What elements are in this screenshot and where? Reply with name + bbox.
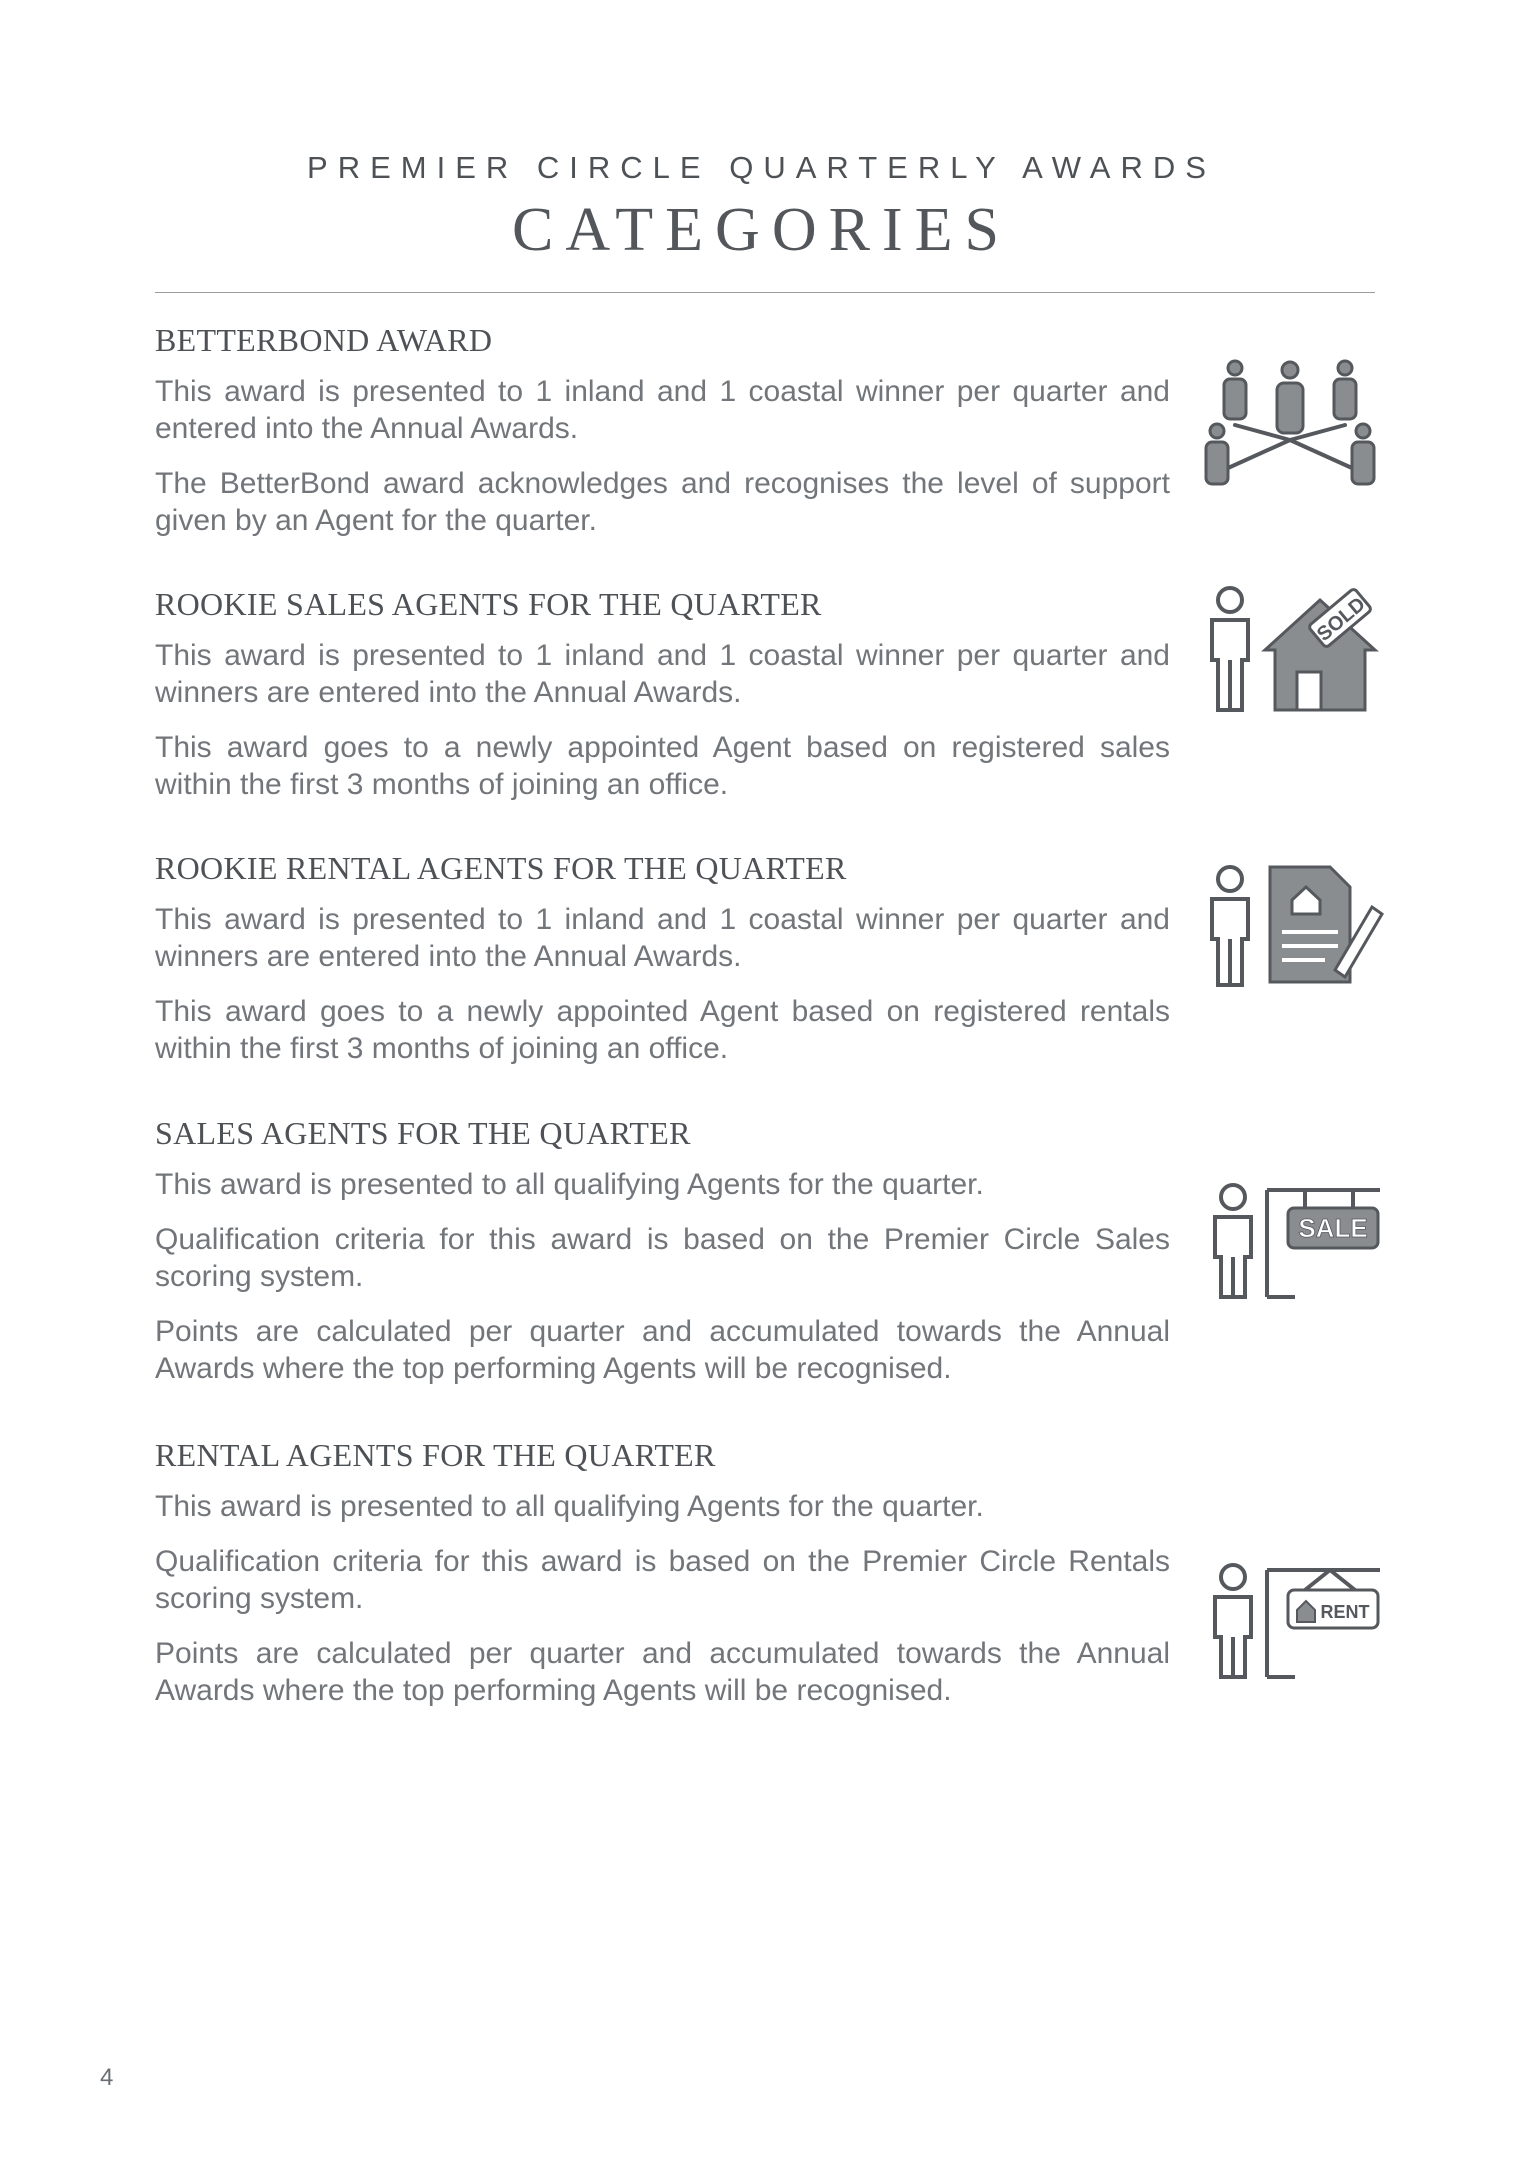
page-number: 4 — [100, 2064, 114, 2091]
section-paragraph: This award is presented to all qualifying Agents for the quarter. — [155, 1168, 984, 1201]
award-section-rookie-sales — [155, 586, 1170, 821]
section-paragraph: Points are calculated per quarter and accumulated towards the Annual Awards where the top performing Agents will be recognised. — [155, 1315, 1170, 1385]
award-section-sales-agents — [155, 1115, 1170, 1405]
section-heading: SALES AGENTS FOR THE QUARTER — [155, 1115, 691, 1151]
award-section-rookie-rental — [155, 850, 1170, 1085]
rent-sign-text: RENT — [1320, 1602, 1370, 1622]
section-heading: RENTAL AGENTS FOR THE QUARTER — [155, 1437, 716, 1473]
agent-sale-sign-icon — [1205, 1180, 1385, 1300]
section-heading: ROOKIE SALES AGENTS FOR THE QUARTER — [155, 586, 822, 622]
agent-sold-house-icon — [1200, 580, 1385, 715]
header-divider — [155, 292, 1375, 293]
section-paragraph: This award goes to a newly appointed Agent based on registered sales within the first 3 months of joining an office. — [155, 731, 1170, 801]
section-paragraph: Points are calculated per quarter and accumulated towards the Annual Awards where the top performing Agents will be recognised. — [155, 1637, 1170, 1707]
section-paragraph: This award is presented to all qualifying Agents for the quarter. — [155, 1490, 984, 1523]
award-section-betterbond — [155, 322, 1170, 557]
section-paragraph: This award is presented to 1 inland and 1 coastal winner per quarter and winners are entered into the Annual Awards. — [155, 903, 1170, 973]
sale-sign-text: SALE — [1298, 1213, 1368, 1243]
people-network-icon — [1195, 355, 1385, 490]
section-paragraph: This award is presented to 1 inland and 1 coastal winner per quarter and winners are entered into the Annual Awards. — [155, 639, 1170, 709]
agent-rent-sign-icon — [1205, 1560, 1385, 1680]
section-paragraph: Qualification criteria for this award is based on the Premier Circle Rentals scoring system. — [155, 1545, 1170, 1615]
section-paragraph: This award is presented to 1 inland and 1 coastal winner per quarter and entered into the Annual Awards. — [155, 375, 1170, 445]
page-title: CATEGORIES — [512, 196, 1011, 264]
section-paragraph: This award goes to a newly appointed Agent based on registered rentals within the first 3 months of joining an office. — [155, 995, 1170, 1065]
agent-lease-document-icon — [1200, 862, 1385, 987]
sold-sign-text: SOLD — [1312, 593, 1370, 646]
page-supertitle: PREMIER CIRCLE QUARTERLY AWARDS — [307, 150, 1216, 185]
section-paragraph: The BetterBond award acknowledges and recognises the level of support given by an Agent for the quarter. — [155, 467, 1170, 537]
section-heading: ROOKIE RENTAL AGENTS FOR THE QUARTER — [155, 850, 847, 886]
section-heading: BETTERBOND AWARD — [155, 322, 493, 358]
section-paragraph: Qualification criteria for this award is based on the Premier Circle Sales scoring system. — [155, 1223, 1170, 1293]
award-section-rental-agents — [155, 1437, 1170, 1727]
